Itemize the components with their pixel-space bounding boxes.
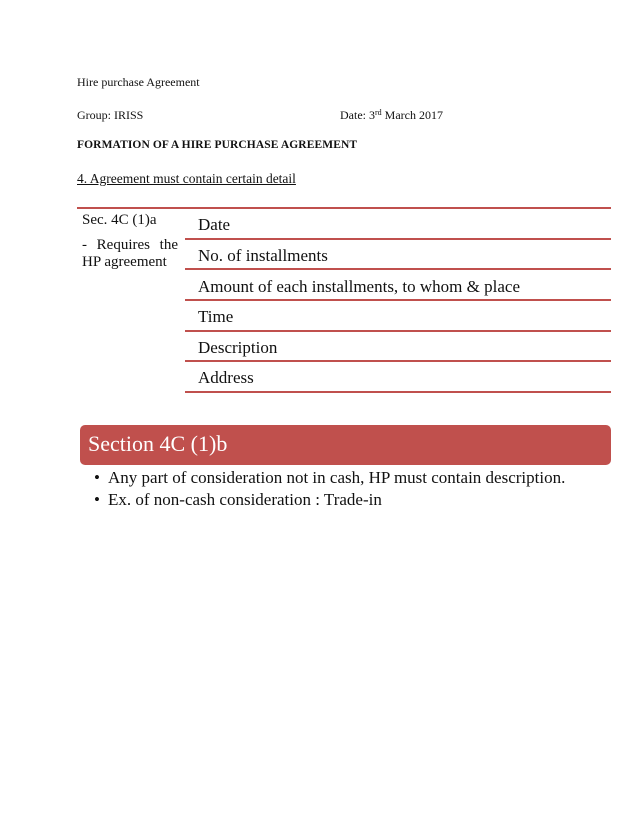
divider xyxy=(185,360,611,362)
document-title: Hire purchase Agreement xyxy=(77,75,200,89)
date-label xyxy=(340,108,443,123)
section-b-label: Section 4C (1)b xyxy=(88,431,228,456)
divider-top xyxy=(77,207,611,209)
list-item: Description xyxy=(198,338,278,357)
group-label: Group: IRISS xyxy=(77,108,144,122)
divider xyxy=(185,299,611,301)
section-a-requires: - Requires the HP agreement xyxy=(82,237,178,270)
divider xyxy=(185,268,611,270)
list-item: Amount of each installments, to whom & place xyxy=(198,277,520,296)
section-b-banner xyxy=(80,425,611,465)
bullet-text: Ex. of non-cash consideration : Trade-in xyxy=(108,490,382,509)
bullet-dot: • xyxy=(94,490,100,509)
bullet-text: Any part of consideration not in cash, HP must contain description. xyxy=(108,468,566,487)
list-item: No. of installments xyxy=(198,246,328,265)
bullet-dot: • xyxy=(94,468,100,487)
divider xyxy=(185,238,611,240)
section-heading: FORMATION OF A HIRE PURCHASE AGREEMENT xyxy=(77,139,358,151)
subheading: 4. Agreement must contain certain detail xyxy=(77,171,296,186)
list-item: Date xyxy=(198,215,231,234)
date-prefix: Date: 3 xyxy=(340,108,375,122)
list-item: Time xyxy=(198,307,234,326)
divider xyxy=(185,391,611,393)
bullet-item xyxy=(94,490,382,510)
bullet-item xyxy=(94,468,565,488)
list-item: Address xyxy=(198,368,254,387)
date-suffix: March 2017 xyxy=(381,108,443,122)
section-a-label: Sec. 4C (1)a xyxy=(82,212,157,228)
date-ordinal: rd xyxy=(375,108,382,117)
divider xyxy=(185,330,611,332)
